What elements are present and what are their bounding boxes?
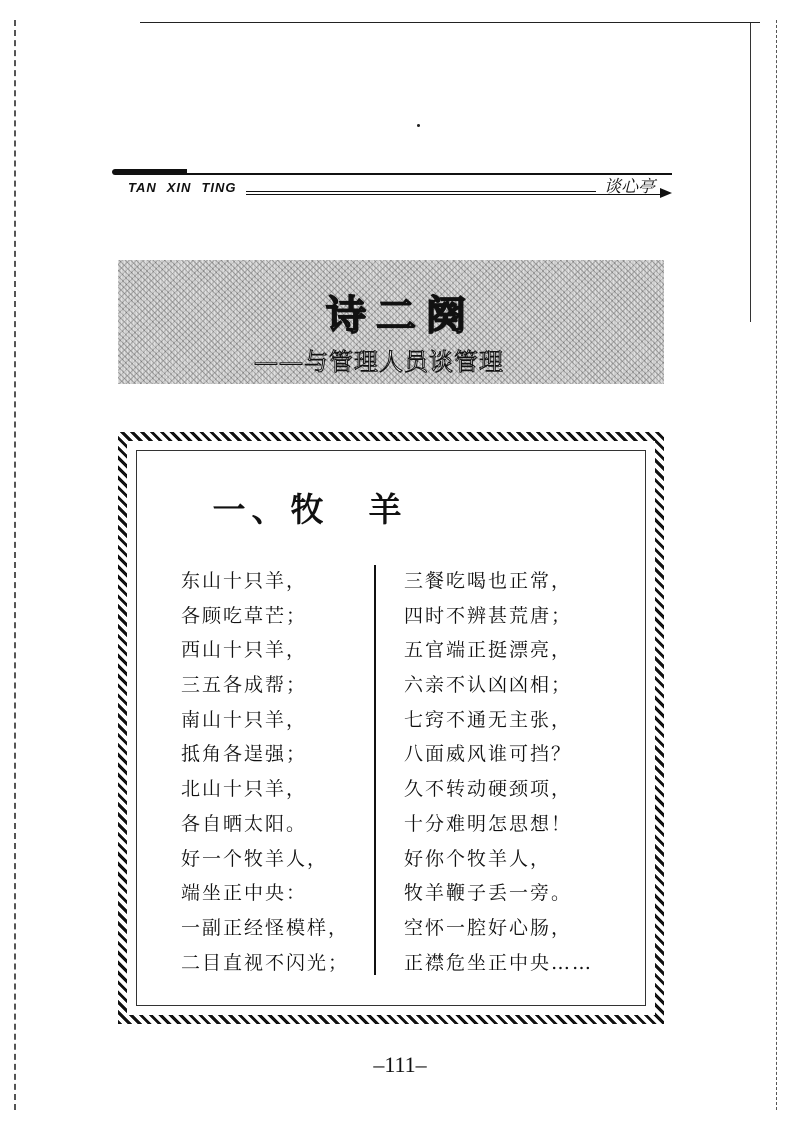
- poem-line: 八面威风谁可挡？: [404, 743, 573, 766]
- scan-edge-line-top: [750, 22, 751, 322]
- poem-line: 好一个牧羊人，: [181, 847, 329, 870]
- poem-line: 南山十只羊，: [181, 708, 308, 731]
- header-bar: [112, 169, 672, 173]
- poem-line: 端坐正中央：: [181, 882, 308, 905]
- poem-line: 三餐吃喝也正常，: [404, 570, 573, 592]
- poem-line: 空怀一腔好心肠，: [404, 916, 573, 939]
- poem-line: 各顾吃草芒；: [181, 604, 308, 627]
- running-title-word: TING: [201, 180, 237, 195]
- poem-line: 一副正经怪模样，: [181, 916, 350, 939]
- column-divider: [374, 565, 376, 975]
- running-title-word: XIN: [166, 180, 192, 195]
- poem-line: 五官端正挺漂亮，: [404, 639, 573, 662]
- poem-line: 久不转动硬颈项，: [404, 778, 573, 801]
- scan-speck: [417, 124, 420, 127]
- poem-line: 各自晒太阳。: [181, 812, 308, 835]
- poem-line: 正襟危坐正中央……: [404, 951, 594, 974]
- poem-line: 东山十只羊，: [181, 570, 308, 592]
- arrow-right-icon: [660, 188, 672, 198]
- poem-title: 一、牧 羊: [212, 490, 408, 529]
- header-top-rule: [140, 22, 760, 23]
- header-rule: [246, 191, 596, 192]
- running-title-word: TAN: [128, 180, 157, 195]
- poem-line: 六亲不认凶凶相；: [404, 674, 573, 697]
- header-bar-thin: [172, 173, 672, 175]
- scan-edge-left: [14, 20, 16, 1110]
- poem-line: 三五各成帮；: [181, 674, 308, 697]
- banner-subtitle: ——与管理人员谈管理: [254, 348, 504, 376]
- scan-edge-right: [776, 20, 777, 1110]
- poem-line: 十分难明怎思想！: [404, 812, 573, 835]
- poem-line: 好你个牧羊人，: [404, 847, 552, 870]
- title-banner: [118, 260, 664, 384]
- page-number: –111–: [373, 1052, 427, 1077]
- running-title-en: [128, 180, 247, 195]
- poem-column-left: [181, 564, 349, 980]
- banner-title: 诗二阕: [326, 292, 476, 339]
- poem-line: 七窍不通无主张，: [404, 708, 573, 731]
- poem-line: 西山十只羊，: [181, 639, 308, 662]
- poem-line: 四时不辨甚荒唐；: [404, 604, 573, 627]
- poem-line: 抵角各逞强；: [181, 743, 308, 766]
- poem-line: 北山十只羊，: [181, 778, 308, 801]
- header-rule-lower: [246, 194, 666, 195]
- poem-column-right: [404, 564, 593, 980]
- poem-line: 二目直视不闪光；: [181, 951, 350, 974]
- poem-line: 牧羊鞭子丢一旁。: [404, 882, 573, 905]
- running-title-zh: 谈心亭: [604, 177, 655, 197]
